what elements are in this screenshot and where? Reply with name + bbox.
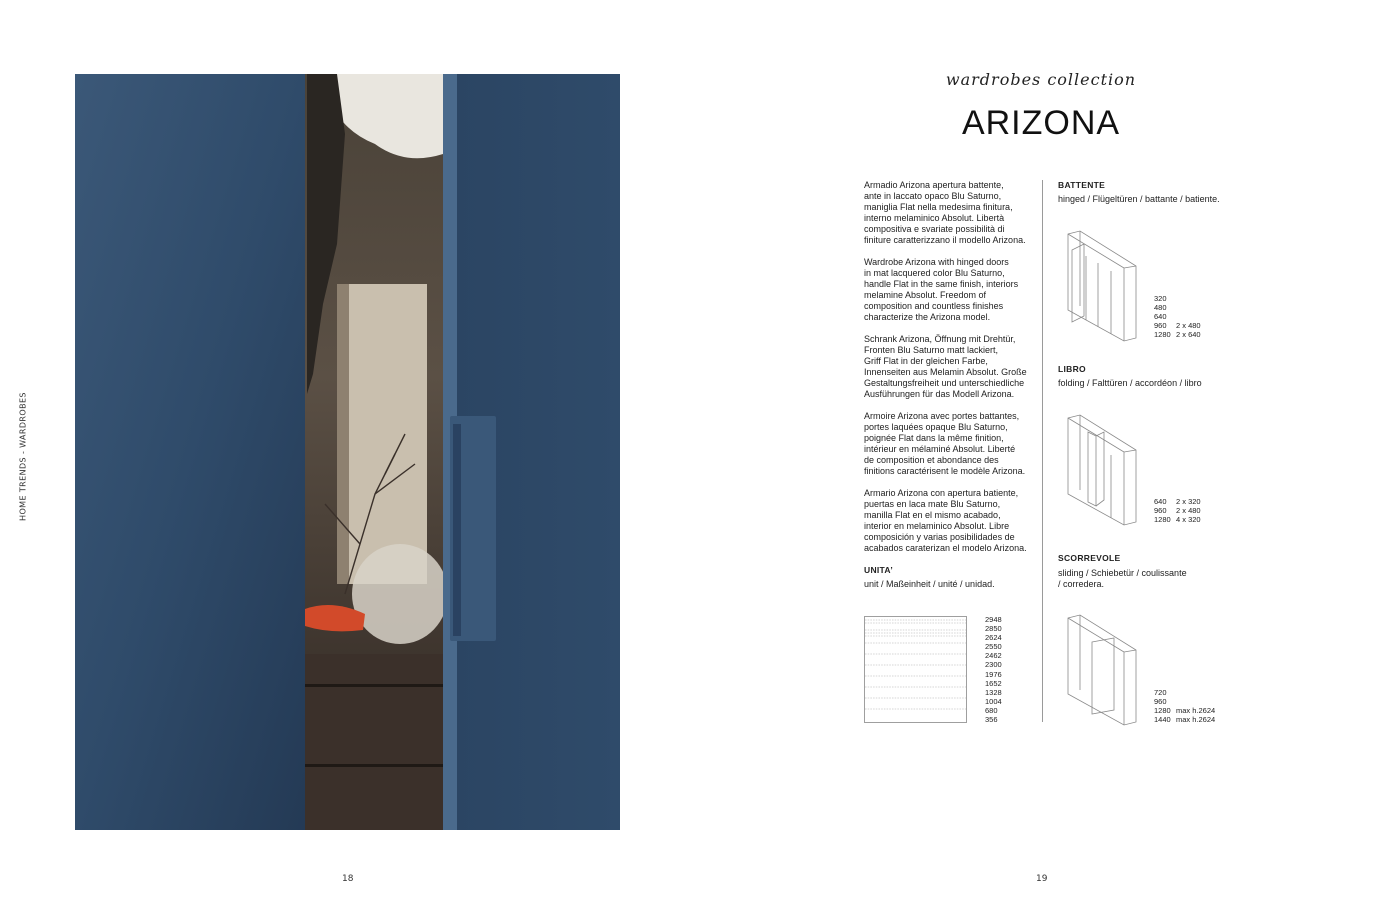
battente-title: BATTENTE — [1058, 180, 1106, 190]
hinged-wardrobe-diagram — [1064, 230, 1140, 342]
unita-subtitle: unit / Maßeinheit / unité / unidad. — [864, 579, 995, 589]
height-value: 2948 — [985, 615, 1002, 624]
scorrevole-title: SCORREVOLE — [1058, 553, 1121, 563]
unit-heights-list — [985, 615, 1002, 724]
battente-subtitle: hinged / Flügeltüren / battante / batiente. — [1058, 194, 1220, 204]
side-section-label: HOME TRENDS - WARDROBES — [18, 392, 28, 521]
page-number-left: 18 — [342, 874, 354, 884]
height-value: 2624 — [985, 633, 1002, 643]
height-value: 1004 — [985, 696, 1002, 706]
wardrobe-photo-illustration — [75, 74, 620, 830]
battente-dimensions: 320 480 640 960 2 x 480 1280 2 x 640 — [1154, 294, 1201, 340]
height-value: 2300 — [985, 660, 1002, 670]
libro-dimensions: 640 2 x 320 960 2 x 480 1280 4 x 320 — [1154, 497, 1201, 525]
wardrobe-photo — [75, 74, 620, 830]
scorrevole-dimensions: 720 960 1280 max h.2624 1440 max h.2624 — [1154, 688, 1216, 725]
description-spanish: Armario Arizona con apertura batiente, puertas en laca mate Blu Saturno, manilla Flat en el mismo acabado, interior en melaminico Absolut. Libre composición y varias posibilidades de acabados caraterizan el modelo Arizona. — [864, 488, 1027, 553]
height-value: 356 — [985, 715, 998, 725]
unit-heights-diagram — [864, 615, 970, 725]
unita-title: UNITA’ — [864, 565, 894, 575]
libro-subtitle: folding / Falttüren / accordéon / libro — [1058, 378, 1202, 388]
description-french: Armoire Arizona avec portes battantes, portes laquées opaque Blu Saturno, poignée Flat dans la même finition, intérieur en mélaminé Absolut. Liberté de composition et abondance des finitions caractérisent le modèle Arizona. — [864, 411, 1026, 476]
page-number-right: 19 — [1036, 874, 1048, 884]
description-block — [864, 180, 1034, 565]
collection-subtitle: wardrobes collection — [945, 70, 1137, 89]
height-value: 2850 — [985, 624, 1002, 634]
scorrevole-subtitle: sliding / Schiebetür / coulissante / corredera. — [1058, 568, 1187, 589]
folding-wardrobe-diagram — [1064, 414, 1140, 526]
description-english: Wardrobe Arizona with hinged doors in mat lacquered color Blu Saturno, handle Flat in the same finish, interiors melamine Absolut. Freedom of composition and countless finishes characterize the Arizona model. — [864, 257, 1019, 322]
height-value: 680 — [985, 705, 998, 715]
height-value: 2462 — [985, 651, 1002, 661]
height-value: 1652 — [985, 678, 1002, 688]
libro-title: LIBRO — [1058, 364, 1086, 374]
column-divider — [1042, 180, 1043, 722]
page-title: ARIZONA — [961, 104, 1121, 142]
height-value: 2550 — [985, 642, 1002, 652]
height-value: 1976 — [985, 669, 1002, 679]
description-italian: Armadio Arizona apertura battente, ante in laccato opaco Blu Saturno, maniglia Flat nella medesima finitura, interno melaminico Absolut. Libertà compositiva e svariate possibilità di finiture caratterizzano il modello Arizona. — [864, 180, 1026, 245]
sliding-wardrobe-diagram — [1064, 614, 1140, 726]
height-value: 1328 — [985, 687, 1002, 697]
description-german: Schrank Arizona, Öffnung mit Drehtür, Fronten Blu Saturno matt lackiert, Griff Flat in der gleichen Farbe, Innenseiten aus Melamin Absolut. Große Gestaltungsfreiheit und unterschiedliche Ausführungen für das Modell Arizona. — [864, 334, 1027, 399]
